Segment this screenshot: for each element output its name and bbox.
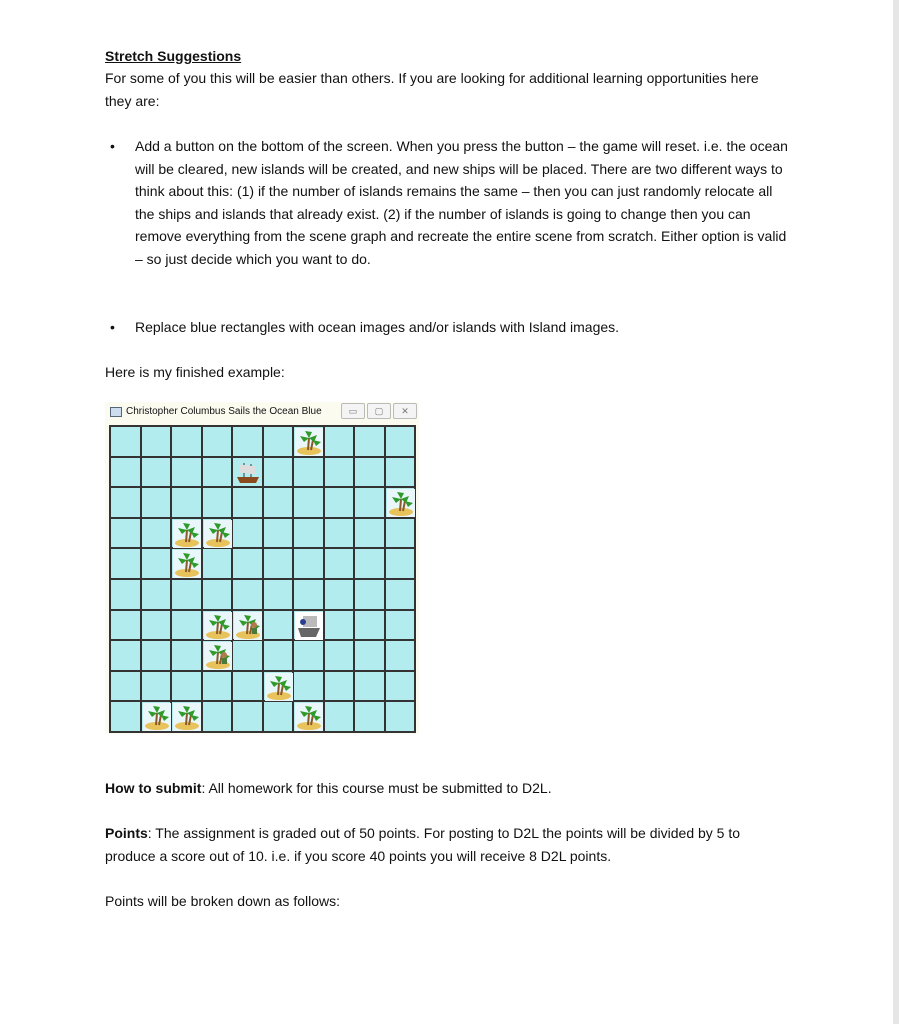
ocean-cell — [263, 548, 294, 579]
ocean-cell — [385, 518, 416, 549]
ocean-cell — [354, 701, 385, 732]
ocean-cell — [202, 640, 233, 671]
ocean-cell — [354, 426, 385, 457]
ocean-cell — [202, 671, 233, 702]
ocean-cell — [171, 701, 202, 732]
ocean-cell — [354, 487, 385, 518]
ocean-cell — [263, 671, 294, 702]
ocean-cell — [141, 579, 172, 610]
ocean-cell — [293, 518, 324, 549]
ocean-cell — [354, 457, 385, 488]
ocean-cell — [354, 671, 385, 702]
ocean-cell — [293, 671, 324, 702]
ocean-cell — [141, 426, 172, 457]
ocean-cell — [263, 579, 294, 610]
ocean-cell — [202, 426, 233, 457]
island-icon — [265, 673, 293, 701]
submit-text: : All homework for this course must be submitted to D2L. — [201, 780, 552, 796]
ocean-cell — [171, 671, 202, 702]
ocean-cell — [202, 487, 233, 518]
ocean-cell — [263, 701, 294, 732]
pirate-island-icon — [234, 612, 262, 640]
ocean-cell — [324, 701, 355, 732]
ocean-cell — [202, 701, 233, 732]
ocean-cell — [232, 640, 263, 671]
ocean-cell — [354, 518, 385, 549]
ocean-cell — [324, 457, 355, 488]
bullet-icon: • — [110, 138, 115, 154]
points-label: Points — [105, 825, 148, 841]
ocean-cell — [232, 457, 263, 488]
scrollbar[interactable] — [893, 0, 899, 1024]
ocean-cell — [202, 579, 233, 610]
ocean-cell — [232, 487, 263, 518]
ocean-cell — [385, 671, 416, 702]
ocean-cell — [171, 487, 202, 518]
ocean-cell — [263, 640, 294, 671]
ocean-cell — [385, 701, 416, 732]
ocean-cell — [110, 701, 141, 732]
ocean-cell — [324, 487, 355, 518]
window-title: Christopher Columbus Sails the Ocean Blue — [126, 406, 322, 417]
bullet-icon: • — [110, 319, 115, 335]
ocean-cell — [141, 548, 172, 579]
ocean-cell — [354, 579, 385, 610]
ocean-cell — [171, 426, 202, 457]
island-icon — [387, 489, 415, 517]
ocean-cell — [324, 518, 355, 549]
ocean-cell — [263, 426, 294, 457]
island-icon — [173, 703, 201, 731]
pirate-ship-icon — [295, 612, 323, 640]
ocean-cell — [293, 426, 324, 457]
bullet-reset: Add a button on the bottom of the screen. When you press the button – the game will reset. i.e. the ocean will be cleared, new islands will be created, and new ships will be placed. There are two different ways to think about this: (1) if the number of islands remains the same – then you can just randomly relocate all the ships and islands that already exist. (2) if the number of islands is going to change then you can remove everything from the scene graph and recreate the entire scene from scratch. Either option is valid – so just decide which you want to do. — [135, 138, 788, 267]
points-text: : The assignment is graded out of 50 points. For posting to D2L the points will be divided by 5 to produce a score out of 10. i.e. if you score 40 points you will receive 8 D2L points. — [105, 825, 741, 864]
ocean-cell — [171, 548, 202, 579]
ocean-cell — [202, 610, 233, 641]
ocean-cell — [110, 487, 141, 518]
ocean-cell — [232, 701, 263, 732]
ocean-cell — [293, 548, 324, 579]
ocean-cell — [141, 487, 172, 518]
ocean-cell — [232, 671, 263, 702]
ocean-cell — [202, 548, 233, 579]
ocean-cell — [324, 579, 355, 610]
ocean-cell — [263, 457, 294, 488]
ocean-cell — [385, 487, 416, 518]
ocean-cell — [385, 548, 416, 579]
ocean-grid — [109, 425, 416, 733]
example-label: Here is my finished example: — [105, 364, 285, 380]
ocean-cell — [232, 610, 263, 641]
ocean-cell — [232, 518, 263, 549]
island-icon — [143, 703, 171, 731]
ocean-cell — [324, 640, 355, 671]
ocean-cell — [293, 610, 324, 641]
ocean-cell — [354, 640, 385, 671]
ocean-cell — [171, 640, 202, 671]
submit-paragraph — [105, 777, 552, 800]
maximize-icon: ▢ — [367, 403, 391, 419]
ocean-cell — [263, 518, 294, 549]
ocean-cell — [263, 487, 294, 518]
ocean-cell — [293, 701, 324, 732]
ocean-cell — [293, 640, 324, 671]
island-icon — [173, 550, 201, 578]
ocean-cell — [141, 610, 172, 641]
ocean-cell — [293, 457, 324, 488]
ocean-cell — [110, 610, 141, 641]
island-icon — [204, 520, 232, 548]
section-heading: Stretch Suggestions — [105, 48, 242, 64]
ocean-cell — [385, 610, 416, 641]
ocean-cell — [324, 671, 355, 702]
ocean-cell — [232, 579, 263, 610]
ship-icon — [234, 459, 262, 487]
ocean-cell — [202, 518, 233, 549]
ocean-cell — [110, 548, 141, 579]
ocean-cell — [263, 610, 294, 641]
ocean-cell — [110, 671, 141, 702]
ocean-cell — [293, 579, 324, 610]
ocean-cell — [141, 671, 172, 702]
ocean-cell — [202, 457, 233, 488]
ocean-cell — [354, 610, 385, 641]
ocean-cell — [141, 457, 172, 488]
ocean-cell — [232, 548, 263, 579]
app-icon — [110, 407, 122, 417]
ocean-cell — [110, 640, 141, 671]
points-paragraph — [105, 822, 785, 867]
ocean-cell — [141, 640, 172, 671]
ocean-cell — [141, 701, 172, 732]
pirate-island-icon — [204, 642, 232, 670]
island-icon — [295, 428, 323, 456]
ocean-cell — [385, 640, 416, 671]
close-icon: ✕ — [393, 403, 417, 419]
intro-text: For some of you this will be easier than others. If you are looking for additional learning opportunities here they are: — [105, 70, 759, 109]
island-icon — [173, 520, 201, 548]
ocean-cell — [324, 426, 355, 457]
island-icon — [204, 612, 232, 640]
ocean-cell — [171, 579, 202, 610]
ocean-cell — [293, 487, 324, 518]
ocean-cell — [385, 579, 416, 610]
island-icon — [295, 703, 323, 731]
ocean-cell — [232, 426, 263, 457]
bullet-images: Replace blue rectangles with ocean images and/or islands with Island images. — [135, 319, 620, 335]
ocean-cell — [385, 426, 416, 457]
ocean-cell — [385, 457, 416, 488]
submit-label: How to submit — [105, 780, 202, 796]
ocean-cell — [110, 579, 141, 610]
ocean-cell — [171, 457, 202, 488]
ocean-cell — [171, 610, 202, 641]
ocean-cell — [110, 426, 141, 457]
minimize-icon: ▭ — [341, 403, 365, 419]
ocean-cell — [324, 548, 355, 579]
breakdown-text: Points will be broken down as follows: — [105, 893, 341, 909]
ocean-cell — [324, 610, 355, 641]
ocean-cell — [171, 518, 202, 549]
ocean-cell — [354, 548, 385, 579]
ocean-cell — [110, 518, 141, 549]
ocean-cell — [141, 518, 172, 549]
ocean-cell — [110, 457, 141, 488]
